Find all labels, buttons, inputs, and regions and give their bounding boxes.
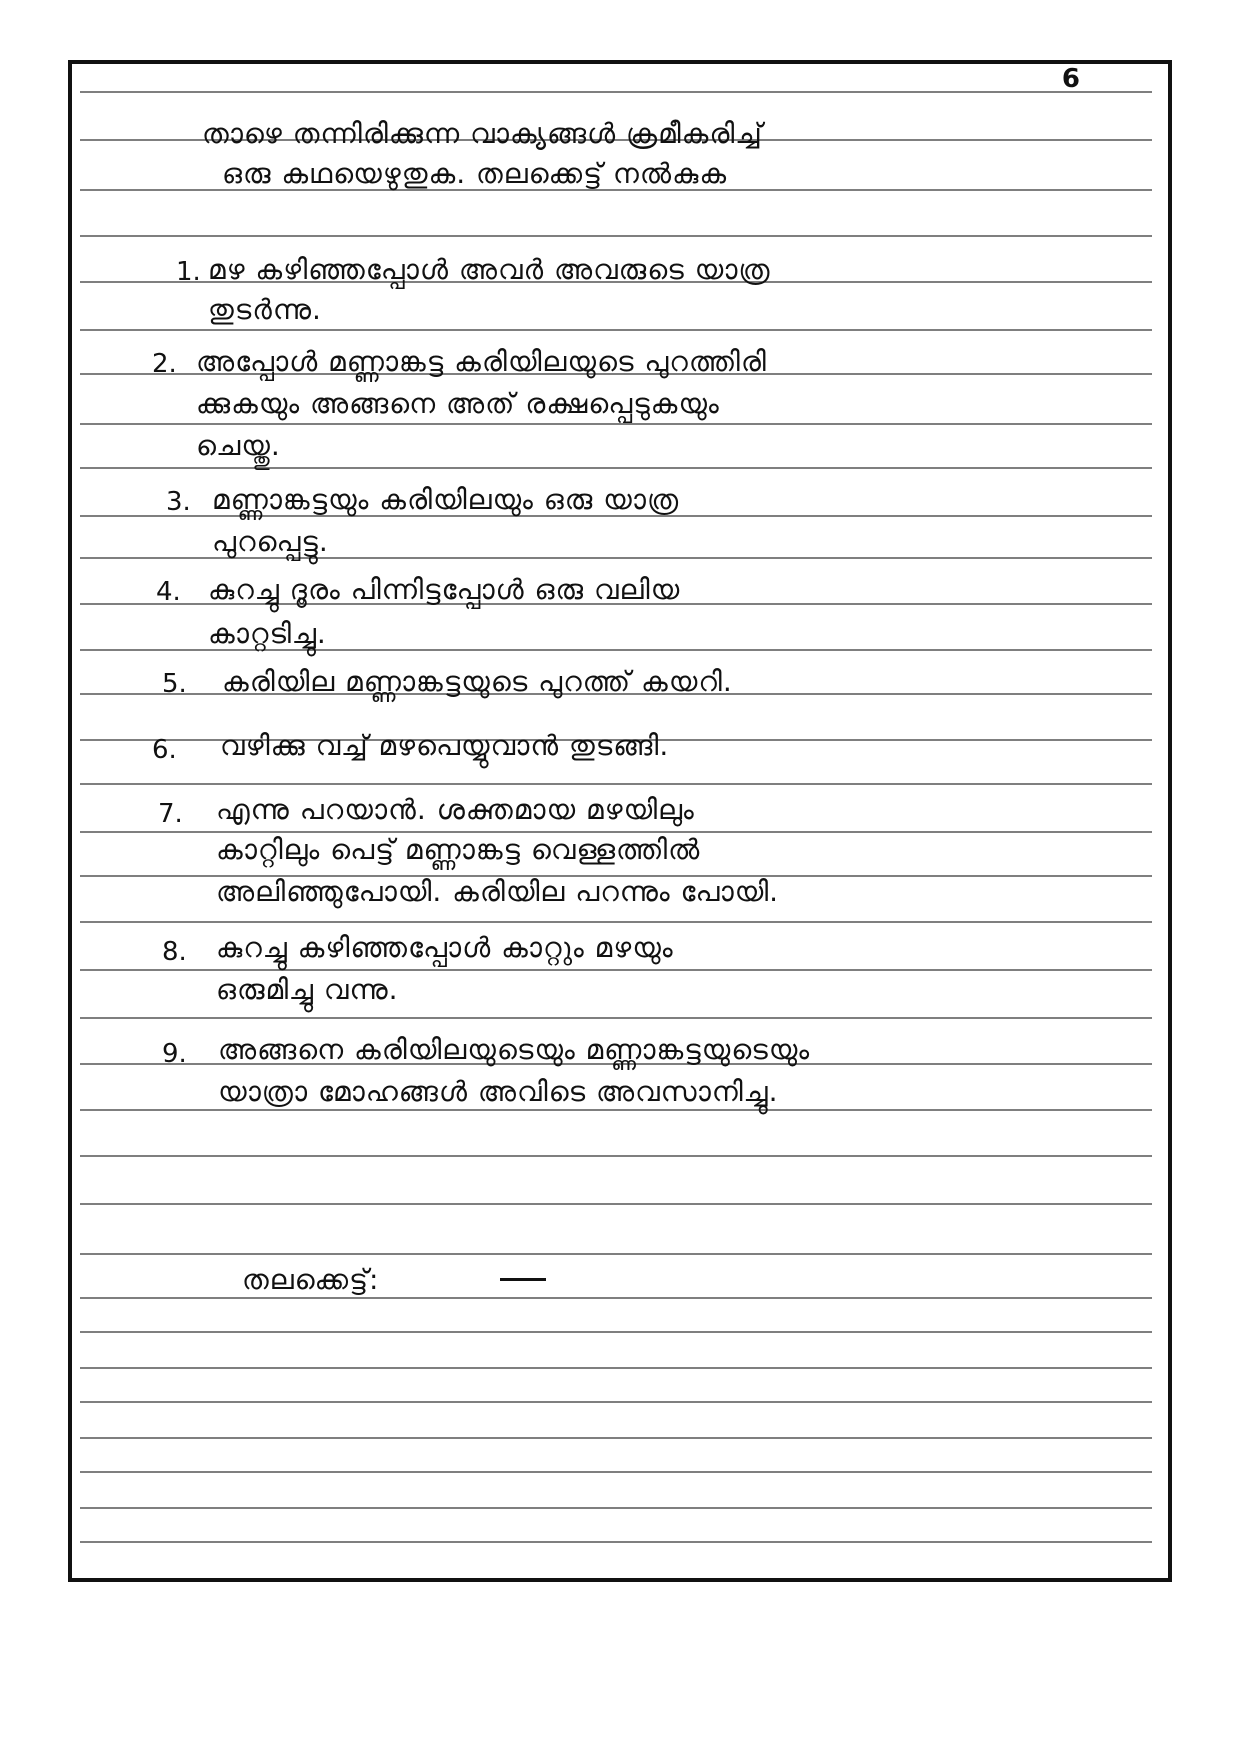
item-text: അലിഞ്ഞുപോയി. കരിയില പറന്നും പോയി. — [216, 875, 780, 908]
item-number: 5. — [162, 669, 187, 699]
item-number: 3. — [166, 487, 191, 517]
instruction-line-2: ഒരു കഥയെഴുതുക. തലക്കെട്ട് നൽകുക — [222, 157, 728, 190]
item-text: കരിയില മണ്ണാങ്കട്ടയുടെ പുറത്ത് കയറി. — [222, 665, 733, 698]
item-number: 4. — [156, 577, 181, 607]
item-number: 7. — [158, 799, 183, 829]
worksheet-page — [68, 60, 1172, 1582]
item-text: മഴ കഴിഞ്ഞപ്പോൾ അവർ അവരുടെ യാത്ര — [208, 253, 771, 286]
item-text: ഒരുമിച്ചു വന്നു. — [216, 973, 399, 1006]
page-number-mark: 6 — [1061, 64, 1080, 94]
item-text: കാറ്റടിച്ചു. — [208, 617, 327, 650]
item-text: കുറച്ചു കഴിഞ്ഞപ്പോൾ കാറ്റും മഴയും — [216, 931, 674, 964]
item-text: വഴിക്കു വച്ച് മഴപെയ്യുവാൻ തുടങ്ങി. — [220, 729, 670, 762]
item-text: തുടർന്നു. — [208, 293, 322, 326]
item-text: കാറ്റിലും പെട്ട് മണ്ണാങ്കട്ട വെള്ളത്തിൽ — [216, 833, 701, 866]
item-text: ക്കുകയും അങ്ങനെ അത് രക്ഷപ്പെടുകയും — [196, 387, 720, 420]
item-text: ചെയ്തു. — [196, 429, 281, 462]
item-text: എന്നു പറയാൻ. ശക്തമായ മഴയിലും — [216, 793, 695, 826]
item-number: 8. — [162, 937, 187, 967]
item-text: കുറച്ചു ദൂരം പിന്നിട്ടപ്പോൾ ഒരു വലിയ — [208, 573, 681, 606]
item-text: അപ്പോൾ മണ്ണാങ്കട്ട കരിയിലയുടെ പുറത്തിരി — [196, 345, 767, 378]
item-number: 2. — [152, 349, 177, 379]
item-number: 6. — [152, 735, 177, 765]
item-text: പുറപ്പെട്ടു. — [212, 525, 329, 558]
item-text: യാത്രാ മോഹങ്ങൾ അവിടെ അവസാനിച്ചു. — [218, 1075, 779, 1108]
item-text: മണ്ണാങ്കട്ടയും കരിയിലയും ഒരു യാത്ര — [212, 483, 680, 516]
item-number: 9. — [162, 1039, 187, 1069]
item-number: 1. — [176, 257, 201, 287]
item-text: അങ്ങനെ കരിയിലയുടെയും മണ്ണാങ്കട്ടയുടെയും — [218, 1033, 811, 1066]
instruction-line-1: താഴെ തന്നിരിക്കുന്ന വാക്യങ്ങൾ ക്രമീകരിച്ച് — [202, 117, 763, 150]
title-blank-dash — [500, 1278, 546, 1281]
title-label: തലക്കെട്ട്: — [242, 1263, 380, 1296]
